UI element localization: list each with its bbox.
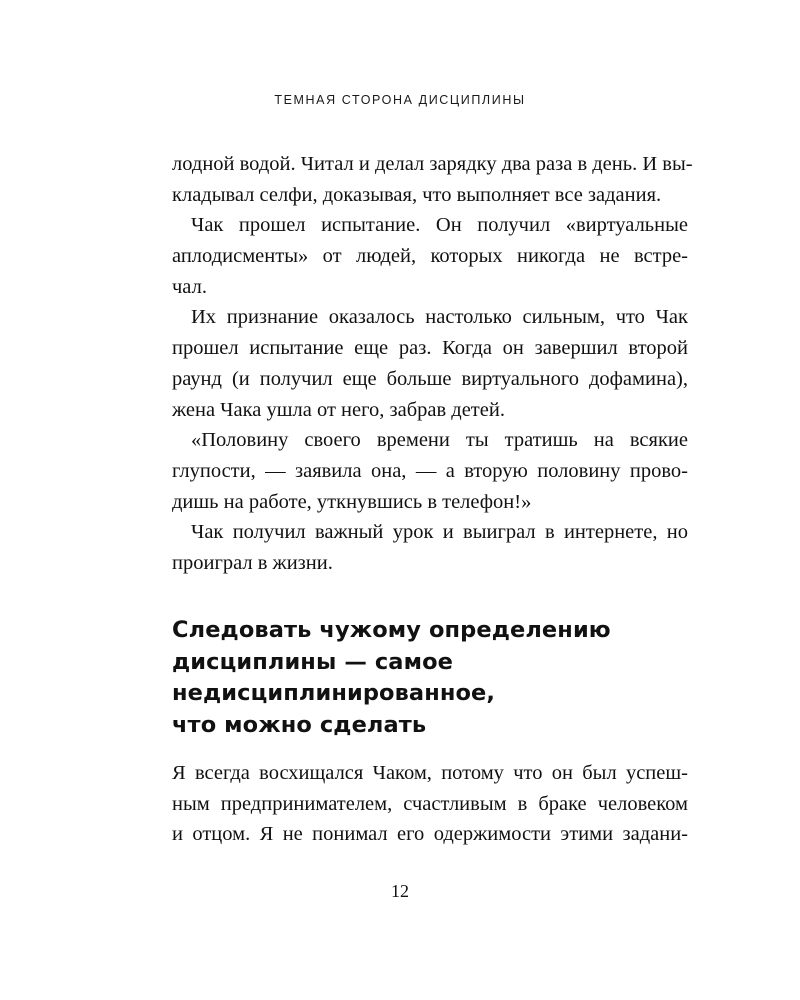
section-heading bbox=[172, 615, 692, 741]
heading-line: что можно сделать bbox=[172, 711, 427, 738]
text-line: прошел испытание еще раз. Когда он завершил второй bbox=[172, 337, 688, 360]
heading-line: Следовать чужому определению bbox=[172, 617, 611, 643]
body-text-top bbox=[172, 149, 693, 579]
text-line: аплодисменты» от людей, которых никогда не встре- bbox=[172, 245, 688, 268]
text-line: дишь на работе, уткнувшись в телефон!» bbox=[172, 490, 532, 513]
text-line: Чак прошел испытание. Он получил «виртуальные bbox=[191, 214, 688, 237]
page-number: 12 bbox=[391, 881, 409, 901]
heading-line: недисциплинированное, bbox=[172, 680, 496, 706]
text-line: Чак получил важный урок и выиграл в интернете, но bbox=[191, 521, 688, 544]
text-line: кладывал селфи, доказывая, что выполняет все задания. bbox=[172, 183, 662, 206]
text-line: лодной водой. Читал и делал зарядку два раза в день. И вы- bbox=[172, 153, 693, 175]
running-header: ТЕМНАЯ СТОРОНА ДИСЦИПЛИНЫ bbox=[274, 93, 526, 107]
text-line: Их признание оказалось настолько сильным, что Чак bbox=[191, 306, 688, 329]
heading-line: дисциплины — самое bbox=[172, 648, 453, 675]
text-line: проиграл в жизни. bbox=[172, 551, 333, 574]
text-line: «Половину своего времени ты тратишь на всякие bbox=[191, 429, 688, 452]
text-line: глупости, — заявила она, — а вторую половину прово- bbox=[172, 459, 688, 482]
text-line: Я всегда восхищался Чаком, потому что он был успеш- bbox=[172, 762, 688, 784]
text-line: жена Чака ушла от него, забрав детей. bbox=[172, 398, 505, 421]
text-line: ным предпринимателем, счастливым в браке человеком bbox=[172, 792, 688, 815]
body-text-bottom bbox=[172, 758, 688, 850]
text-line: и отцом. Я не понимал его одержимости этими задани- bbox=[172, 823, 688, 846]
text-line: раунд (и получил еще больше виртуального дофамина), bbox=[172, 367, 688, 390]
text-line: чал. bbox=[172, 275, 207, 298]
